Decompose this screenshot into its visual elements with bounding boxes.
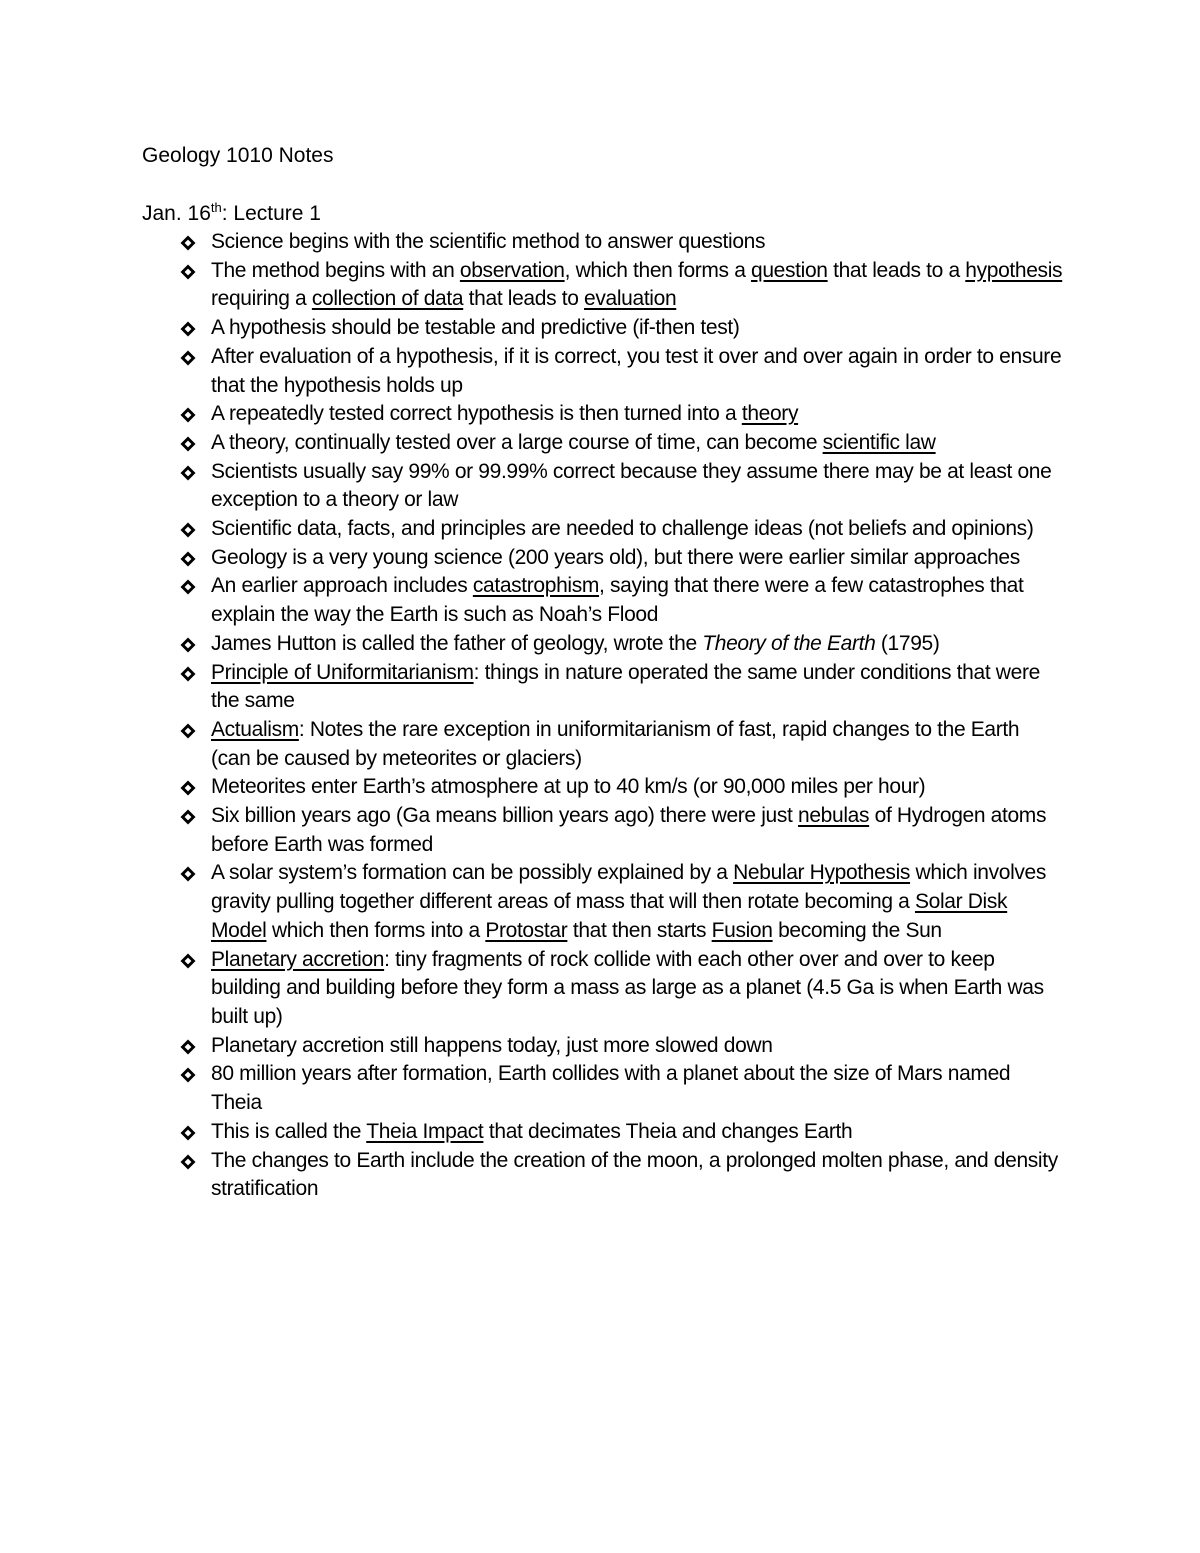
diamond-bullet-icon: [180, 780, 196, 796]
note-text: 80 million years after formation, Earth collides with a planet about the size of Mars named Theia: [211, 1062, 1011, 1115]
note-item: [0, 458, 1200, 515]
note-text: that leads to a: [827, 258, 966, 282]
underlined-term: hypothesis: [965, 258, 1063, 282]
underlined-term: observation: [459, 258, 565, 282]
note-text: Scientific data, facts, and principles are needed to challenge ideas (not beliefs and opinions): [211, 517, 1034, 541]
note-text: of Hydrogen atoms before Earth was formed: [211, 804, 1047, 856]
note-text: This is called the: [211, 1119, 367, 1143]
note-text: , saying that there were a few catastrophes that explain the way the Earth is such as Noah’s Flood: [211, 574, 1024, 627]
underlined-term: evaluation: [584, 287, 677, 311]
note-item: [0, 228, 1200, 257]
note-item: [0, 716, 1200, 773]
underlined-term: theory: [741, 402, 799, 426]
underlined-term: Actualism: [211, 717, 299, 741]
lecture-heading: [142, 199, 321, 229]
note-text: After evaluation of a hypothesis, if it is correct, you test it over and over again in order to ensure that the hypothesis holds up: [211, 344, 1062, 397]
diamond-bullet-icon: [180, 723, 196, 739]
lecture-title: : Lecture 1: [221, 202, 321, 225]
diamond-bullet-icon: [180, 407, 196, 423]
note-text: which then forms into a: [266, 918, 486, 942]
note-text: A hypothesis should be testable and predictive (if-then test): [211, 316, 740, 340]
note-text: that leads to: [463, 287, 585, 311]
note-text: Science begins with the scientific method to answer questions: [211, 230, 766, 253]
note-text: , which then forms a: [564, 258, 752, 282]
note-text: which involves gravity pulling together different areas of mass that will then rotate becoming a: [211, 861, 1047, 914]
note-item: [0, 515, 1200, 544]
italic-title: Theory of the Earth: [702, 631, 876, 655]
note-text: : Notes the rare exception in uniformitarianism of fast, rapid changes to the Earth (can be caused by meteorites or glaciers): [211, 717, 1020, 770]
note-text: A solar system’s formation can be possibly explained by a: [211, 861, 734, 885]
lecture-date-ordinal: th: [210, 200, 222, 215]
diamond-bullet-icon: [180, 1039, 196, 1055]
note-text: A repeatedly tested correct hypothesis is then turned into a: [211, 402, 742, 426]
diamond-bullet-icon: [180, 1125, 196, 1141]
note-item: [0, 544, 1200, 573]
note-item: [0, 1032, 1200, 1061]
diamond-bullet-icon: [180, 235, 196, 251]
diamond-bullet-icon: [180, 465, 196, 481]
diamond-bullet-icon: [180, 579, 196, 595]
underlined-term: catastrophism: [472, 574, 600, 598]
diamond-bullet-icon: [180, 321, 196, 337]
notes-list: [0, 228, 1200, 1204]
underlined-term: Principle of Uniformitarianism: [211, 660, 474, 684]
underlined-term: Solar Disk Model: [211, 890, 1008, 942]
diamond-bullet-icon: [180, 637, 196, 653]
note-text: Geology is a very young science (200 years old), but there were earlier similar approaches: [211, 545, 1020, 569]
note-text: : things in nature operated the same under conditions that were the same: [211, 660, 1040, 713]
note-item: [0, 1060, 1200, 1117]
note-text: (1795): [875, 631, 940, 655]
note-text: Meteorites enter Earth’s atmosphere at up to 40 km/s (or 90,000 miles per hour): [211, 775, 926, 799]
note-item: [0, 802, 1200, 859]
underlined-term: Theia Impact: [366, 1119, 484, 1143]
note-item: [0, 1118, 1200, 1147]
underlined-term: Planetary accretion: [211, 947, 385, 971]
note-item: [0, 257, 1200, 314]
underlined-term: question: [751, 258, 828, 282]
diamond-bullet-icon: [180, 1067, 196, 1083]
note-item: [0, 572, 1200, 629]
note-text: An earlier approach includes: [211, 574, 473, 598]
document-title: Geology 1010 Notes: [142, 144, 334, 167]
diamond-bullet-icon: [180, 866, 196, 882]
note-item: [0, 1147, 1200, 1204]
note-text: that then starts: [567, 918, 712, 942]
note-text: The method begins with an: [211, 258, 460, 282]
note-item: [0, 659, 1200, 716]
note-text: Planetary accretion still happens today, just more slowed down: [211, 1033, 773, 1057]
diamond-bullet-icon: [180, 809, 196, 825]
note-item: [0, 400, 1200, 429]
note-item: [0, 429, 1200, 458]
note-item: [0, 630, 1200, 659]
underlined-term: scientific law: [822, 430, 936, 454]
note-text: James Hutton is called the father of geology, wrote the: [211, 631, 703, 655]
note-text: : tiny fragments of rock collide with each other over and over to keep building and building before they form a mass as large as a planet (4.5 Ga is when Earth was built up): [211, 947, 1044, 1028]
note-text: that decimates Theia and changes Earth: [483, 1119, 853, 1143]
underlined-term: collection of data: [311, 287, 464, 311]
note-text: requiring a: [211, 287, 312, 311]
lecture-date: Jan. 16: [142, 202, 211, 225]
note-item: [0, 859, 1200, 945]
underlined-term: Protostar: [485, 918, 568, 942]
underlined-term: Fusion: [711, 918, 773, 942]
note-item: [0, 773, 1200, 802]
underlined-term: nebulas: [798, 804, 870, 828]
underlined-term: Nebular Hypothesis: [733, 861, 911, 885]
diamond-bullet-icon: [180, 522, 196, 538]
diamond-bullet-icon: [180, 666, 196, 682]
note-text: becoming the Sun: [772, 918, 942, 942]
diamond-bullet-icon: [180, 436, 196, 452]
diamond-bullet-icon: [180, 551, 196, 567]
note-item: [0, 946, 1200, 1032]
note-text: The changes to Earth include the creation of the moon, a prolonged molten phase, and density stratification: [211, 1148, 1058, 1201]
note-item: [0, 343, 1200, 400]
note-text: A theory, continually tested over a large course of time, can become: [211, 430, 823, 454]
diamond-bullet-icon: [180, 264, 196, 280]
note-item: [0, 314, 1200, 343]
note-text: Six billion years ago (Ga means billion years ago) there were just: [211, 804, 799, 828]
diamond-bullet-icon: [180, 350, 196, 366]
note-text: Scientists usually say 99% or 99.99% correct because they assume there may be at least one exception to a theory or law: [211, 459, 1052, 512]
diamond-bullet-icon: [180, 1154, 196, 1170]
diamond-bullet-icon: [180, 953, 196, 969]
